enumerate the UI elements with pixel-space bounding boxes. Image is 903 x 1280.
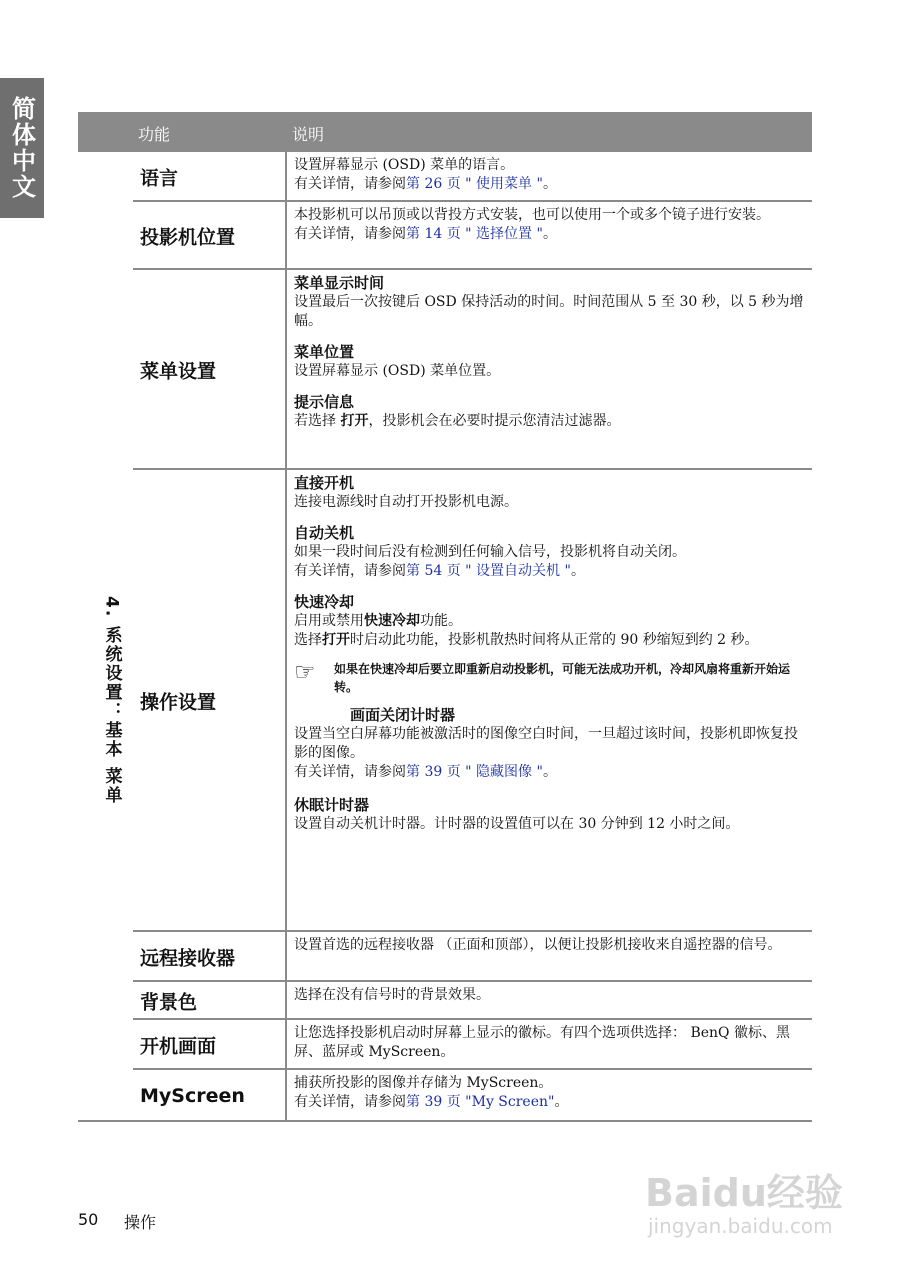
header-function: 功能 bbox=[138, 125, 171, 144]
page-number: 50 bbox=[78, 1210, 99, 1229]
reference-suffix: 。 bbox=[554, 1094, 569, 1110]
function-name: 远程接收器 bbox=[140, 947, 236, 970]
description bbox=[294, 1024, 806, 1062]
subitem-title: 画面关闭计时器 bbox=[350, 706, 456, 724]
section-label-text: 4. 系统设置：基本 菜单 bbox=[101, 596, 122, 806]
description-line: 设置屏幕显示 (OSD) 菜单的语言。 bbox=[294, 157, 515, 173]
text-bold: 快速冷却 bbox=[364, 613, 420, 629]
table-row-background-color bbox=[133, 982, 812, 1020]
description-line: 设置首选的远程接收器 （正面和顶部），以便让投影机接收来自遥控器的信号。 bbox=[294, 937, 782, 953]
table-row-projector-position bbox=[133, 202, 812, 270]
table-row-language bbox=[133, 152, 812, 202]
text-bold: 打开 bbox=[340, 413, 369, 429]
column-divider bbox=[285, 932, 287, 982]
function-name: 投影机位置 bbox=[140, 226, 236, 249]
column-divider bbox=[285, 152, 287, 202]
table-bottom-rule bbox=[78, 1120, 812, 1122]
description bbox=[294, 986, 806, 1005]
table-row-operation-settings bbox=[133, 470, 812, 932]
header-description: 说明 bbox=[292, 125, 325, 144]
reference-prefix: 有关详情，请参阅 bbox=[294, 764, 406, 780]
reference-link[interactable]: 第 26 页 " 使用菜单 " bbox=[406, 176, 543, 192]
reference-prefix: 有关详情，请参阅 bbox=[294, 176, 406, 192]
reference-prefix: 有关详情，请参阅 bbox=[294, 563, 406, 579]
description bbox=[294, 274, 806, 431]
description-line: 本投影机可以吊顶或以背投方式安装，也可以使用一个或多个镜子进行安装。 bbox=[294, 207, 770, 223]
subitem-title: 菜单显示时间 bbox=[294, 274, 385, 292]
text-prefix: 启用或禁用 bbox=[294, 613, 364, 629]
column-divider bbox=[285, 982, 287, 1020]
description-line: 选择在没有信号时的背景效果。 bbox=[294, 987, 490, 1003]
description-line: 让您选择投影机启动时屏幕上显示的徽标。有四个选项供选择： BenQ 徽标、黑屏、蓝屏或 MyScreen。 bbox=[294, 1025, 790, 1060]
function-name: 背景色 bbox=[140, 991, 198, 1014]
description bbox=[294, 936, 806, 955]
reference-suffix: 。 bbox=[570, 563, 585, 579]
section-label bbox=[90, 470, 134, 932]
reference-line bbox=[294, 562, 806, 581]
function-name: 语言 bbox=[140, 167, 179, 190]
column-divider bbox=[285, 470, 287, 932]
note-text: 如果在快速冷却后要立即重新启动投影机，可能无法成功开机，冷却风扇将重新开始运转。 bbox=[334, 662, 791, 694]
subitem-title: 自动关机 bbox=[294, 524, 355, 542]
function-name: 操作设置 bbox=[140, 691, 217, 714]
table-row-myscreen bbox=[133, 1070, 812, 1122]
reference-suffix: 。 bbox=[542, 226, 557, 242]
function-name: 开机画面 bbox=[140, 1035, 217, 1058]
text-prefix: 若选择 bbox=[294, 413, 341, 429]
function-name: MyScreen bbox=[140, 1085, 245, 1107]
subitem-title: 休眠计时器 bbox=[294, 796, 370, 814]
column-divider bbox=[285, 270, 287, 470]
subitem-text: 设置自动关机计时器。计时器的设置值可以在 30 分钟到 12 小时之间。 bbox=[294, 816, 740, 832]
subitem-text bbox=[294, 631, 806, 650]
pointing-hand-icon: ☞ bbox=[294, 658, 316, 686]
description-line: 捕获所投影的图像并存储为 MyScreen。 bbox=[294, 1075, 553, 1091]
language-side-tab bbox=[0, 78, 44, 218]
column-divider bbox=[285, 1070, 287, 1122]
table-header bbox=[78, 112, 812, 152]
reference-line bbox=[294, 1093, 806, 1112]
subitem-text: 连接电源线时自动打开投影机电源。 bbox=[294, 494, 518, 510]
reference-link[interactable]: 第 39 页 " 隐藏图像 " bbox=[406, 764, 543, 780]
reference-suffix: 。 bbox=[542, 764, 557, 780]
description bbox=[294, 206, 806, 244]
watermark-logo: Baidu经验 bbox=[645, 1171, 843, 1215]
note-box bbox=[294, 660, 806, 696]
reference-suffix: 。 bbox=[542, 176, 557, 192]
text-bold: 打开 bbox=[322, 632, 350, 648]
subitem-text bbox=[294, 412, 806, 431]
description bbox=[294, 1074, 806, 1112]
reference-prefix: 有关详情，请参阅 bbox=[294, 226, 406, 242]
language-side-tab-label: 简体中文 bbox=[7, 96, 36, 200]
subitem-title: 直接开机 bbox=[294, 474, 355, 492]
text-suffix: 功能。 bbox=[420, 613, 462, 629]
description bbox=[294, 156, 806, 194]
reference-line bbox=[294, 175, 806, 194]
subitem-text: 设置最后一次按键后 OSD 保持活动的时间。时间范围从 5 至 30 秒，以 5 秒为增幅。 bbox=[294, 294, 804, 329]
reference-link[interactable]: 第 54 页 " 设置自动关机 " bbox=[406, 563, 571, 579]
description bbox=[294, 474, 806, 834]
subitem-text: 设置屏幕显示 (OSD) 菜单位置。 bbox=[294, 363, 501, 379]
table-row-splash-screen bbox=[133, 1020, 812, 1070]
column-divider bbox=[285, 1020, 287, 1070]
table-row-remote-receiver bbox=[133, 932, 812, 982]
text-prefix: 选择 bbox=[294, 632, 322, 648]
reference-line bbox=[294, 763, 806, 782]
subitem-text bbox=[294, 612, 806, 631]
subitem-title: 快速冷却 bbox=[294, 593, 355, 611]
column-divider bbox=[285, 202, 287, 270]
text-suffix: 时启动此功能，投影机散热时间将从正常的 90 秒缩短到约 2 秒。 bbox=[350, 632, 759, 648]
footer-section: 操作 bbox=[124, 1213, 157, 1232]
reference-link[interactable]: 第 14 页 " 选择位置 " bbox=[406, 226, 543, 242]
reference-link[interactable]: 第 39 页 "My Screen" bbox=[406, 1094, 555, 1110]
subitem-text: 如果一段时间后没有检测到任何输入信号，投影机将自动关闭。 bbox=[294, 544, 686, 560]
reference-prefix: 有关详情，请参阅 bbox=[294, 1094, 406, 1110]
watermark-url: jingyan.baidu.com bbox=[648, 1214, 833, 1238]
function-name: 菜单设置 bbox=[140, 360, 217, 383]
subitem-title: 菜单位置 bbox=[294, 343, 355, 361]
subitem-title: 提示信息 bbox=[294, 393, 355, 411]
text-suffix: ，投影机会在必要时提示您清洁过滤器。 bbox=[368, 413, 621, 429]
table-row-menu-settings bbox=[133, 270, 812, 470]
subitem-text: 设置当空白屏幕功能被激活时的图像空白时间，一旦超过该时间，投影机即恢复投影的图像。 bbox=[294, 726, 798, 761]
reference-line bbox=[294, 225, 806, 244]
